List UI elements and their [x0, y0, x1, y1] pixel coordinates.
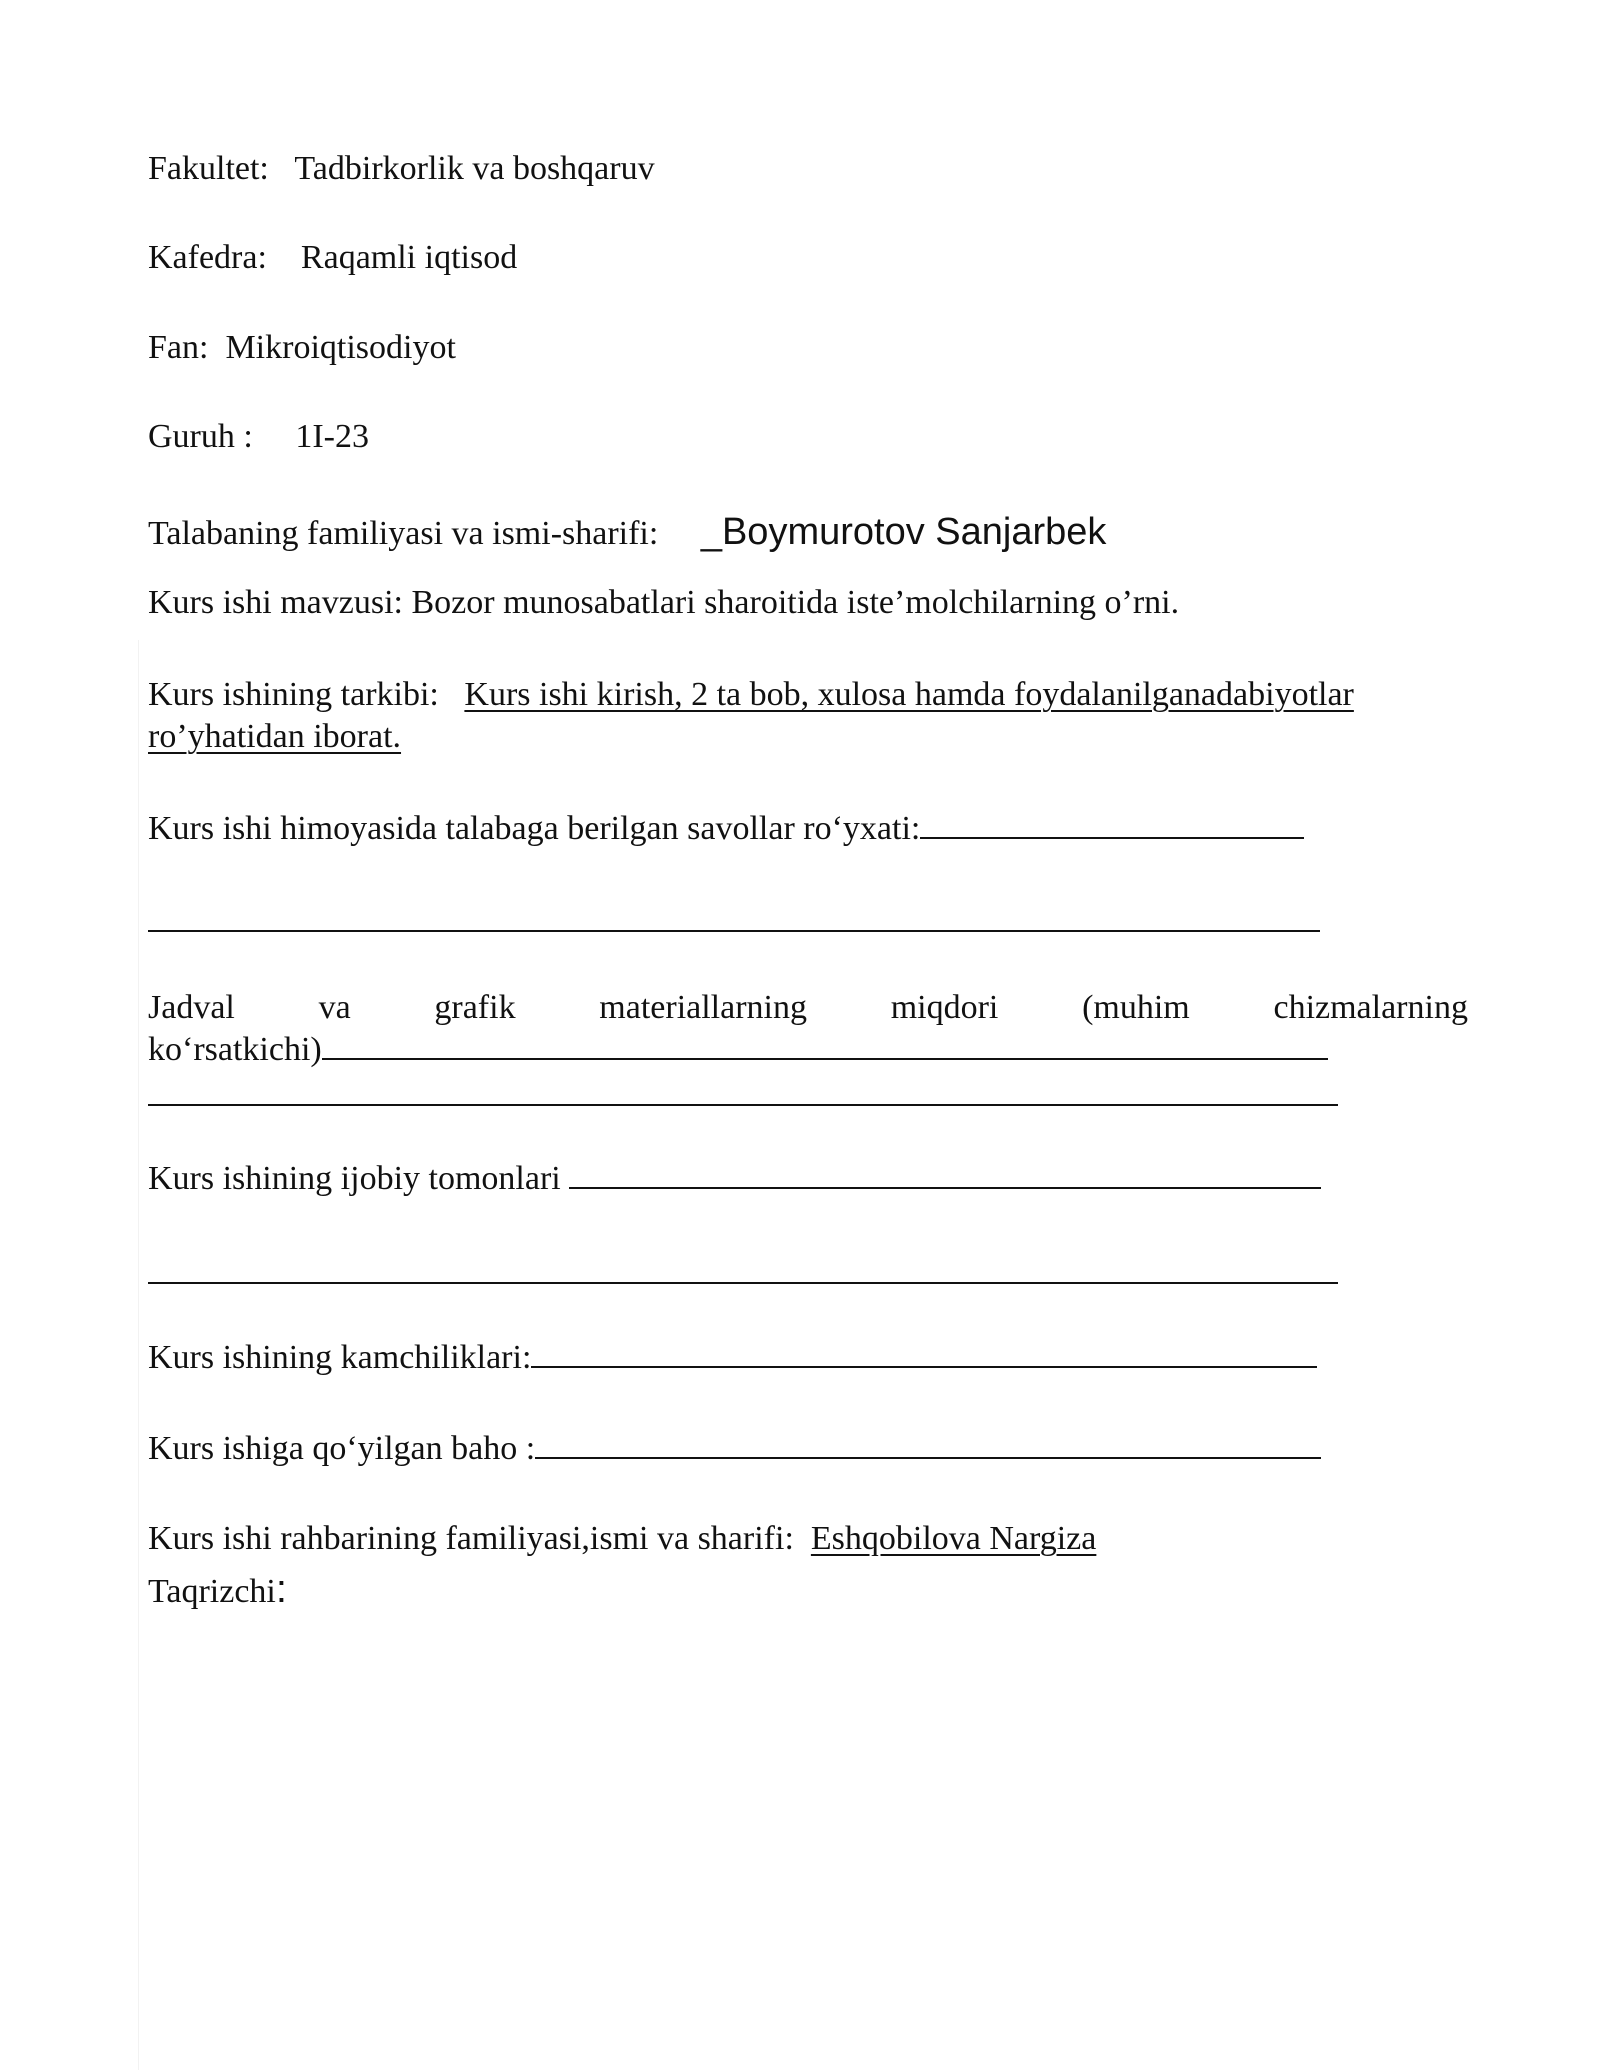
jadval-blank — [322, 1030, 1328, 1060]
jadval-word-3: grafik — [434, 989, 516, 1026]
ijobiy-extra-rule — [148, 1282, 1338, 1284]
jadval-word-6: (muhim — [1082, 989, 1190, 1026]
guruh-row — [148, 416, 369, 458]
rahbar-value: Eshqobilova Nargiza — [810, 1520, 1097, 1557]
rahbar-label: Kurs ishi rahbarining familiyasi,ismi va sharifi: — [148, 1520, 794, 1557]
fakultet-label: Fakultet: — [148, 150, 269, 187]
ijobiy-blank — [569, 1159, 1321, 1189]
talaba-label: Talabaning familiyasi va ismi-sharifi: — [148, 515, 659, 552]
fan-row — [148, 327, 456, 369]
baho-row — [148, 1428, 1321, 1470]
taqrizchi-label: Taqrizchi — [148, 1573, 276, 1610]
savollar-extra-rule — [148, 930, 1320, 932]
kamchilik-blank — [531, 1338, 1317, 1368]
jadval-word-1: Jadval — [148, 989, 235, 1026]
ijobiy-row — [148, 1158, 1321, 1200]
kafedra-row — [148, 237, 517, 279]
baho-label: Kurs ishiga qo‘yilgan baho : — [148, 1430, 536, 1467]
kafedra-value: Raqamli iqtisod — [300, 239, 518, 276]
jadval-extra-rule — [148, 1104, 1338, 1106]
fakultet-row — [148, 148, 655, 190]
jadval-row-2 — [148, 1029, 1328, 1071]
mavzu-row — [148, 582, 1179, 624]
tarkib-row-2 — [148, 716, 401, 758]
ijobiy-label: Kurs ishining ijobiy tomonlari — [148, 1160, 561, 1197]
savollar-row — [148, 808, 1304, 850]
mavzu-text: Kurs ishi mavzusi: Bozor munosabatlari sharoitida iste’molchilarning o’rni. — [148, 584, 1180, 621]
kamchilik-row — [148, 1337, 1317, 1379]
rahbar-row — [148, 1518, 1096, 1560]
taqrizchi-colon: : — [275, 1567, 288, 1611]
baho-blank — [535, 1429, 1321, 1459]
taqrizchi-row — [148, 1568, 287, 1613]
talaba-row — [148, 511, 1106, 555]
fan-label: Fan: — [148, 329, 209, 366]
kafedra-label: Kafedra: — [148, 239, 267, 276]
fakultet-value: Tadbirkorlik va boshqaruv — [294, 150, 655, 187]
guruh-value: 1I-23 — [295, 418, 369, 455]
kamchilik-label: Kurs ishining kamchiliklari: — [148, 1339, 532, 1376]
guruh-label: Guruh : — [148, 418, 253, 455]
jadval-word-2: va — [318, 989, 351, 1026]
savollar-label: Kurs ishi himoyasida talabaga berilgan savollar ro‘yxati: — [148, 810, 921, 847]
tarkib-label: Kurs ishining tarkibi: — [148, 676, 439, 713]
jadval-word-5: miqdori — [890, 989, 999, 1026]
jadval-row — [148, 987, 1468, 1029]
talaba-value: _Boymurotov Sanjarbek — [700, 511, 1107, 553]
jadval-word-4: materiallarning — [599, 989, 807, 1026]
savollar-blank — [920, 809, 1304, 839]
jadval-word-7: chizmalarning — [1273, 989, 1468, 1026]
fan-value: Mikroiqtisodiyot — [225, 329, 456, 366]
page-gutter-line — [138, 640, 139, 2070]
tarkib-row — [148, 674, 1354, 716]
tarkib-value-line2: ro’yhatidan iborat. — [148, 718, 402, 755]
jadval-line2: ko‘rsatkichi) — [148, 1031, 322, 1068]
tarkib-value-line1: Kurs ishi kirish, 2 ta bob, xulosa hamda foydalanilganadabiyotlar — [464, 676, 1354, 713]
